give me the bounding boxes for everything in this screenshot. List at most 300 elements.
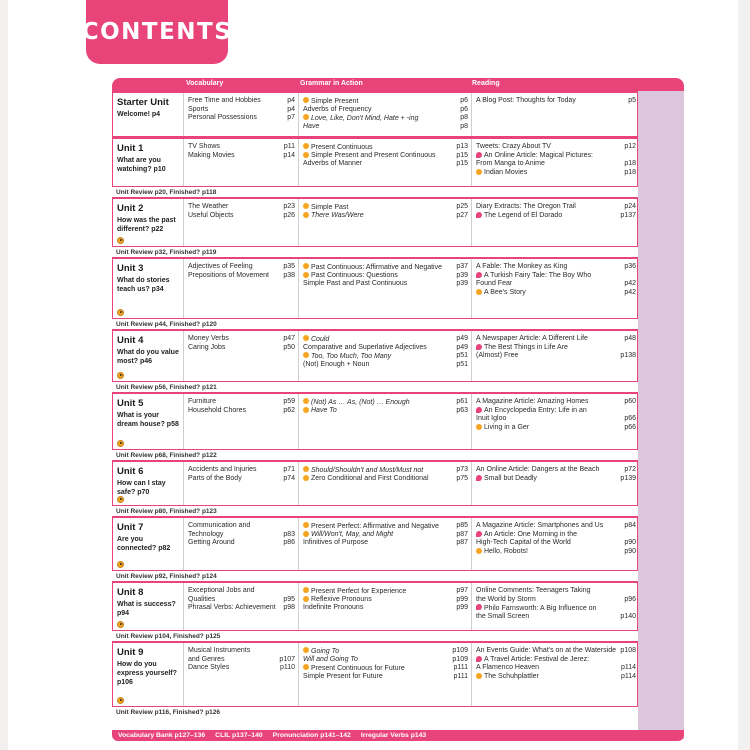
entry-text: Have To [311,407,337,415]
grammar-cell [298,518,471,570]
entry-text: Will and Going To [303,655,358,663]
page-number: p99 [456,595,468,603]
unit-question: What is success? p94 [117,601,176,617]
entry-text: Present Continuous [311,143,373,151]
page-number: p38 [283,271,295,279]
unit-name: Unit 1 [117,143,144,154]
unit-video-icon[interactable] [117,237,124,244]
video-play-icon [303,335,309,341]
unit-review-line: Unit Review p68, Finished? p122 [112,451,638,460]
unit-row [112,137,638,187]
page-number: p107 [279,655,295,663]
entry-text: The Legend of El Dorado [484,212,563,220]
page-number: p5 [628,97,636,104]
video-play-icon [303,522,309,528]
entry-line [188,522,295,531]
entry-text: Present Perfect for Experience [311,587,407,595]
page-number: p24 [624,203,636,210]
entry-line [188,647,295,656]
vocabulary-cell [183,583,298,630]
entry-line [188,344,295,353]
entry-line [188,587,295,596]
entry-line [476,289,636,298]
page-number: p97 [456,587,468,594]
entry-line [476,596,636,605]
unit-video-icon[interactable] [117,697,124,704]
entry-line [188,531,295,540]
unit-video-icon[interactable] [117,496,124,503]
entry-text: Household Chores [188,406,246,414]
video-play-icon [303,647,309,653]
entry-text: A Travel Article: Festival de Jerez: [484,656,590,664]
entry-text: An Events Guide: What's on at the Waterside [476,647,616,654]
page-number: p84 [624,522,636,529]
page-number: p49 [456,343,468,351]
grammar-cell [298,199,471,246]
unit-row [112,516,638,571]
grammar-cell [298,139,471,186]
entry-line [476,352,636,361]
footer-clil[interactable]: CLIL p137–140 [215,732,263,739]
page-number: p12 [624,143,636,150]
entry-line [188,203,295,212]
entry-line [476,160,636,169]
reading-cell [471,643,639,706]
entry-line [476,587,636,596]
unit-question: How do you express yourself? p106 [117,661,177,686]
page-number: p4 [287,105,295,113]
entry-text: The Weather [188,203,229,210]
grammar-cell [298,394,471,449]
entry-text: The Best Things in Life Are [484,344,568,352]
unit-video-icon[interactable] [117,309,124,316]
entry-line [476,335,636,344]
video-play-icon [303,596,309,602]
entry-line [476,673,636,682]
page-number: p109 [452,655,468,663]
video-play-icon [476,673,482,679]
page-number: p139 [620,474,636,482]
unit-question: Are you connected? p82 [117,536,171,552]
page-number: p83 [283,530,295,538]
entry-line [476,203,636,212]
entry-text: Could [311,335,330,343]
entry-text: A Newspaper Article: A Different Life [476,335,588,342]
entry-text: Adverbs of Frequency [303,105,372,113]
entry-line [476,97,636,106]
unit-name: Unit 3 [117,263,144,274]
entry-line [303,280,468,289]
page-number: p111 [453,664,468,672]
page-number: p51 [456,352,468,360]
entry-text: and Genres [188,655,225,663]
vocabulary-cell [183,199,298,246]
unit-video-icon[interactable] [117,621,124,628]
entry-text: Sports [188,105,209,113]
entry-text: A Fable: The Monkey as King [476,263,568,270]
unit-video-icon[interactable] [117,372,124,379]
entry-text: Present Continuous for Future [311,664,405,672]
unit-review-line: Unit Review p56, Finished? p121 [112,383,638,392]
entry-line [476,664,636,673]
page-number: p51 [456,360,468,368]
entry-text: Technology [188,530,224,538]
unit-review-line: Unit Review p104, Finished? p125 [112,632,638,641]
unit-row [112,91,638,137]
entry-line [188,656,295,665]
entry-text: Diary Extracts: The Oregon Trail [476,203,576,210]
entry-text: Love, Like, Don't Mind, Hate + -ing [311,114,419,122]
page-number: p99 [456,604,468,612]
table-header [112,78,684,91]
entry-text: Small but Deadly [484,475,537,483]
page-number: p42 [624,288,636,296]
entry-text: Dance Styles [188,664,230,672]
entry-text: High-Tech Capital of the World [476,539,571,547]
unit-video-icon[interactable] [117,440,124,447]
entry-text: A Magazine Article: Amazing Homes [476,398,589,405]
unit-review-line: Unit Review p80, Finished? p123 [112,507,638,516]
entry-line [188,263,295,272]
reading-cell [471,93,639,136]
entry-text: Furniture [188,398,217,405]
page-number: p140 [620,612,636,620]
entry-line [476,280,636,289]
page-number: p4 [287,97,295,104]
vocabulary-cell [183,331,298,381]
page-number: p27 [456,211,468,219]
entry-text: Adjectives of Feeling [188,263,253,270]
page-number: p62 [283,406,295,414]
entry-text: Simple Past [311,203,349,211]
unit-question: How can I stay safe? p70 [117,480,166,496]
culture-pin-icon [476,531,482,537]
page-number: p8 [460,114,468,122]
page-number: p48 [624,335,636,342]
vocabulary-cell [183,518,298,570]
entry-text: Useful Objects [188,211,234,219]
entry-text: Getting Around [188,539,235,547]
page-number: p110 [279,664,295,672]
entry-text: Online Comments: Teenagers Taking [476,587,591,594]
entry-text: Qualities [188,595,216,603]
video-play-icon [303,97,309,103]
entry-text: Found Fear [476,280,513,288]
entry-line [188,335,295,344]
entry-line [188,604,295,613]
page-number: p111 [453,672,468,680]
entry-line [476,475,636,484]
entry-text: Simple Present for Future [303,672,383,680]
entry-text: Will/Won't, May, and Might [311,531,394,539]
video-play-icon [303,272,309,278]
page-number: p60 [624,398,636,405]
page-number: p98 [283,604,295,612]
page-number: p87 [456,530,468,538]
entry-text: An Encyclopedia Entry: Life in an [484,407,587,415]
video-play-icon [303,263,309,269]
entry-text: Reflexive Pronouns [311,596,372,604]
unit-question: What are you watching? p10 [117,157,166,173]
entry-text: An Online Article: Dangers at the Beach [476,466,600,473]
grammar-cell [298,331,471,381]
culture-pin-icon [476,272,482,278]
entry-line [476,143,636,152]
page-number: p71 [283,466,295,473]
entry-text: Phrasal Verbs: Achievement [188,604,276,612]
page-number: p109 [452,647,468,654]
entry-text: TV Shows [188,143,220,150]
page-number: p15 [456,151,468,159]
entry-text: Present Perfect: Affirmative and Negative [311,522,439,530]
entry-line [188,272,295,281]
entry-text: Too, Too Much, Too Many [311,352,392,360]
entry-line [303,361,468,370]
contents-table [112,78,684,740]
entry-line [188,664,295,673]
culture-pin-icon [476,656,482,662]
unit-row [112,581,638,631]
vocabulary-cell [183,462,298,505]
page-number: p25 [456,203,468,210]
culture-pin-icon [476,407,482,413]
entry-text: Indefinite Pronouns [303,604,364,612]
page-number: p138 [620,352,636,360]
entry-text: Making Movies [188,151,235,159]
page-number: p50 [283,343,295,351]
entry-text: Zero Conditional and First Conditional [311,475,429,483]
page-number: p74 [283,474,295,482]
unit-name: Unit 6 [117,466,144,477]
page-number: p39 [456,280,468,288]
unit-question: What do stories teach us? p34 [117,277,170,293]
entry-line [303,539,468,548]
header-vocabulary: Vocabulary [186,80,224,87]
entry-text: Simple Present [311,97,359,105]
footer-irregular-verbs[interactable]: Irregular Verbs p143 [360,732,427,739]
page-number: p36 [624,263,636,270]
reading-cell [471,199,639,246]
video-play-icon [303,407,309,413]
entry-line [188,114,295,123]
grammar-cell [298,462,471,505]
entry-line [303,407,468,416]
unit-video-icon[interactable] [117,561,124,568]
page-number: p63 [456,406,468,414]
video-play-icon [476,169,482,175]
vocabulary-cell [183,259,298,318]
unit-question: What do you value most? p46 [117,349,179,365]
header-reading: Reading [472,80,500,87]
unit-row [112,460,638,506]
entry-text: Infinitives of Purpose [303,539,368,547]
page-number: p8 [460,122,468,130]
culture-pin-icon [476,475,482,481]
unit-name: Unit 4 [117,335,144,346]
entry-line [188,475,295,484]
entry-line [188,97,295,106]
entry-line [476,169,636,178]
entry-line [476,466,636,475]
side-strip [638,91,684,739]
entry-text: (Not) As … As, (Not) … Enough [311,398,410,406]
entry-text: Should/Shouldn't and Must/Must not [311,466,424,474]
unit-review-line: Unit Review p44, Finished? p120 [112,320,638,329]
entry-text: Simple Past and Past Continuous [303,280,408,288]
unit-review-line: Unit Review p92, Finished? p124 [112,572,638,581]
entry-text: An Online Article: Magical Pictures: [484,152,593,160]
video-play-icon [303,664,309,670]
video-play-icon [303,587,309,593]
page-number: p87 [456,539,468,547]
entry-text: There Was/Were [311,212,364,220]
entry-line [303,475,468,484]
entry-line [476,398,636,407]
page-number: p66 [624,415,636,423]
culture-pin-icon [476,604,482,610]
unit-question: What is your dream house? p58 [117,412,179,428]
vocabulary-cell [183,643,298,706]
entry-text: Past Continuous: Questions [311,272,398,280]
video-play-icon [303,531,309,537]
entry-text: Personal Possessions [188,114,257,122]
reading-cell [471,139,639,186]
unit-question: How was the past different? p22 [117,217,176,233]
entry-text: Free Time and Hobbies [188,97,261,104]
grammar-cell [298,93,471,136]
entry-line [476,263,636,272]
footer-pronunciation[interactable]: Pronunciation p141–142 [272,732,351,739]
entry-text: Philo Farnsworth: A Big Influence on [484,604,597,612]
unit-row [112,257,638,319]
vocabulary-cell [183,93,298,136]
page-number: p90 [624,539,636,547]
page-number: p18 [624,160,636,168]
entry-line [303,212,468,221]
page-number: p73 [456,466,468,473]
contents-page [8,0,738,750]
page-number: p72 [624,466,636,473]
entry-text: Accidents and Injuries [188,466,257,473]
video-play-icon [303,466,309,472]
entry-text: Indian Movies [484,169,528,177]
video-play-icon [476,289,482,295]
footer-vocabulary-bank[interactable]: Vocabulary Bank p127–136 [118,732,206,739]
page-number: p85 [456,522,468,529]
entry-text: A Bee's Story [484,289,526,297]
page-number: p66 [624,423,636,431]
entry-text: Adverbs of Manner [303,160,363,168]
video-play-icon [303,398,309,404]
entry-line [188,212,295,221]
entry-line [303,123,468,132]
entry-text: Exceptional Jobs and [188,587,255,594]
entry-text: Comparative and Superlative Adjectives [303,343,427,351]
reading-cell [471,331,639,381]
unit-name: Unit 2 [117,203,144,214]
page-number: p13 [456,143,468,150]
page-number: p86 [283,539,295,547]
page-number: p6 [460,97,468,104]
page-number: p114 [620,672,636,680]
entry-line [303,106,468,115]
entry-line [476,424,636,433]
entry-line [188,152,295,161]
contents-title-banner [81,0,233,64]
unit-name: Starter Unit [117,97,169,108]
entry-line [188,106,295,115]
entry-line [476,415,636,424]
entry-line [303,344,468,353]
unit-name: Unit 5 [117,398,144,409]
page-number: p95 [283,595,295,603]
entry-text: A Turkish Fairy Tale: The Boy Who [484,272,592,280]
entry-text: Money Verbs [188,335,229,342]
entry-line [303,656,468,665]
unit-review-line: Unit Review p32, Finished? p119 [112,248,638,257]
video-play-icon [303,152,309,158]
unit-row [112,392,638,450]
entry-line [476,539,636,548]
video-play-icon [303,203,309,209]
unit-row [112,197,638,247]
vocabulary-cell [183,394,298,449]
page-number: p14 [283,151,295,159]
page-number: p37 [456,263,468,270]
entry-text: Caring Jobs [188,343,226,351]
unit-name: Unit 9 [117,647,144,658]
page-title: CONTENTS [81,19,233,45]
entry-line [188,398,295,407]
entry-line [188,596,295,605]
entry-text: Past Continuous: Affirmative and Negative [311,263,443,271]
entry-text: The Schuhplattler [484,673,539,681]
entry-line [188,407,295,416]
entry-line [476,212,636,221]
page-number: p75 [456,474,468,482]
page-number: p35 [283,263,295,270]
entry-line [188,466,295,475]
unit-review-line: Unit Review p116, Finished? p126 [112,708,638,717]
culture-pin-icon [476,152,482,158]
entry-text: (Not) Enough + Noun [303,360,370,368]
page-number: p23 [283,203,295,210]
page-number: p47 [283,335,295,342]
entry-text: (Almost) Free [476,352,519,360]
page-number: p96 [624,595,636,603]
page-number: p42 [624,280,636,288]
video-play-icon [303,143,309,149]
entry-text: Prepositions of Movement [188,271,269,279]
vocabulary-cell [183,139,298,186]
entry-line [188,539,295,548]
entry-text: Have [303,122,320,130]
entry-text: Going To [311,647,340,655]
entry-line [476,522,636,531]
entry-text: A Magazine Article: Smartphones and Us [476,522,604,529]
grammar-cell [298,643,471,706]
reading-cell [471,462,639,505]
page-number: p61 [456,398,468,405]
entry-text: the Small Screen [476,612,530,620]
page-number: p7 [287,114,295,122]
unit-row [112,641,638,707]
entry-text: Tweets: Crazy About TV [476,143,551,150]
unit-review-line: Unit Review p20, Finished? p118 [112,188,638,197]
reading-cell [471,518,639,570]
entry-line [188,143,295,152]
page-number: p90 [624,547,636,555]
